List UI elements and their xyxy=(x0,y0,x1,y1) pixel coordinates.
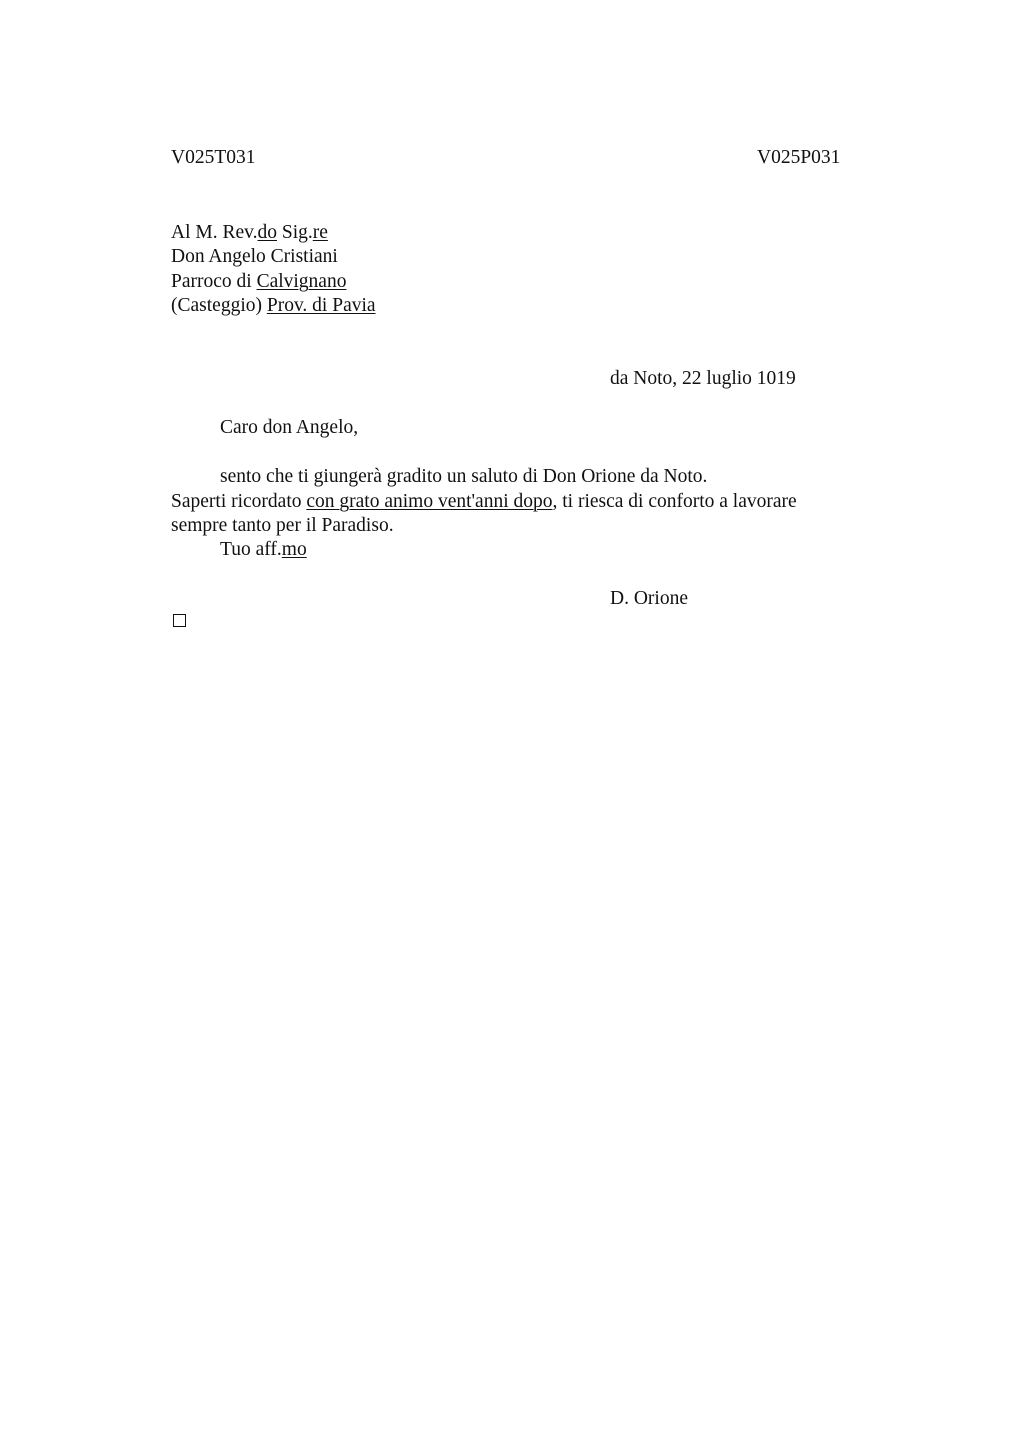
body-line-2-prefix: Saperti ricordato xyxy=(171,491,307,512)
body-line-2-suffix: , ti riesca di conforto a lavorare xyxy=(552,491,797,512)
closing-abbrev: mo xyxy=(281,539,307,560)
address-province: Prov. di Pavia xyxy=(266,295,376,316)
address-title-prefix: Al M. Rev. xyxy=(171,222,258,243)
document-code-right: V025P031 xyxy=(757,147,841,168)
address-line-4 xyxy=(171,294,376,318)
address-title-mid: Sig. xyxy=(276,222,313,243)
address-parish-place: Calvignano xyxy=(256,271,347,292)
address-line-3 xyxy=(171,270,346,294)
address-line-2: Don Angelo Cristiani xyxy=(171,246,338,267)
salutation: Caro don Angelo, xyxy=(220,417,359,438)
dateline: da Noto, 22 luglio 1019 xyxy=(610,368,796,389)
closing-prefix: Tuo aff. xyxy=(220,539,282,560)
document-code-left: V025T031 xyxy=(171,147,256,168)
body-line-2 xyxy=(171,490,797,514)
signature: D. Orione xyxy=(610,588,688,609)
address-town: (Casteggio) xyxy=(171,295,267,316)
address-title-abbrev-2: re xyxy=(312,222,328,243)
body-line-1: sento che ti giungerà gradito un saluto di Don Orione da Noto. xyxy=(220,466,708,487)
closing xyxy=(220,538,307,562)
address-parish-prefix: Parroco di xyxy=(171,271,257,292)
empty-square-icon xyxy=(173,614,186,627)
body-line-2-underlined: con grato animo vent'anni dopo xyxy=(306,491,553,512)
address-line-1 xyxy=(171,221,328,245)
body-line-3: sempre tanto per il Paradiso. xyxy=(171,515,394,536)
address-title-abbrev-1: do xyxy=(257,222,277,243)
